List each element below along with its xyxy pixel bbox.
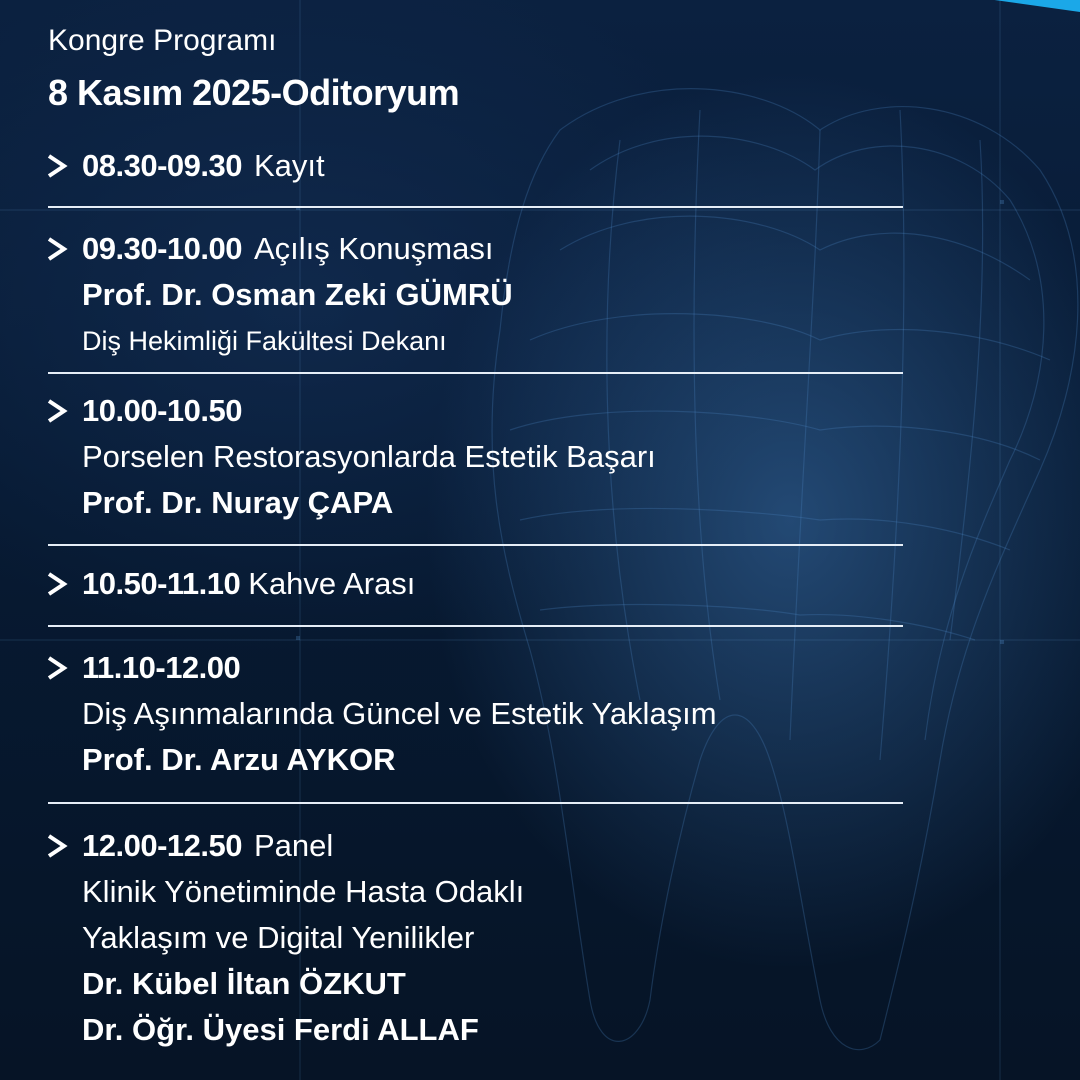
divider (48, 206, 903, 208)
session-time: 11.10-12.00 (82, 650, 241, 685)
session-topic: Diş Aşınmalarında Güncel ve Estetik Yaklaşım (82, 696, 717, 731)
chevron-right-icon (44, 655, 70, 681)
session-speaker: Prof. Dr. Arzu AYKOR (82, 742, 396, 777)
session-item (44, 645, 904, 783)
session-speaker: Dr. Kübel İltan ÖZKUT (82, 966, 406, 1001)
session-item (44, 561, 904, 607)
session-item (44, 388, 904, 526)
divider (48, 625, 903, 627)
session-time: 12.00-12.50 (82, 828, 242, 863)
session-label: Kahve Arası (248, 566, 416, 601)
session-affiliation: Diş Hekimliği Fakültesi Dekanı (82, 326, 447, 356)
chevron-right-icon (44, 398, 70, 424)
chevron-right-icon (44, 153, 70, 179)
session-label: Açılış Konuşması (253, 231, 494, 266)
chevron-right-icon (44, 236, 70, 262)
session-topic-line: Klinik Yönetiminde Hasta Odaklı (82, 874, 525, 909)
program-title: 8 Kasım 2025-Oditoryum (48, 72, 460, 113)
chevron-right-icon (44, 833, 70, 859)
session-topic: Porselen Restorasyonlarda Estetik Başarı (82, 439, 656, 474)
session-time: 08.30-09.30 (82, 148, 242, 183)
program-subtitle: Kongre Programı (48, 24, 277, 57)
session-speaker: Prof. Dr. Osman Zeki GÜMRÜ (82, 277, 513, 312)
session-time: 10.50-11.10 (82, 566, 241, 601)
divider (48, 372, 903, 374)
divider (48, 802, 903, 804)
session-time: 10.00-10.50 (82, 393, 242, 428)
session-time: 09.30-10.00 (82, 231, 242, 266)
session-item (44, 823, 904, 1053)
session-item (44, 143, 904, 189)
session-label: Kayıt (253, 148, 325, 183)
chevron-right-icon (44, 571, 70, 597)
divider (48, 544, 903, 546)
session-speaker: Dr. Öğr. Üyesi Ferdi ALLAF (82, 1012, 479, 1047)
session-item (44, 226, 904, 364)
session-label: Panel (253, 828, 334, 863)
session-topic-line: Yaklaşım ve Digital Yenilikler (82, 920, 475, 955)
session-speaker: Prof. Dr. Nuray ÇAPA (82, 485, 394, 520)
